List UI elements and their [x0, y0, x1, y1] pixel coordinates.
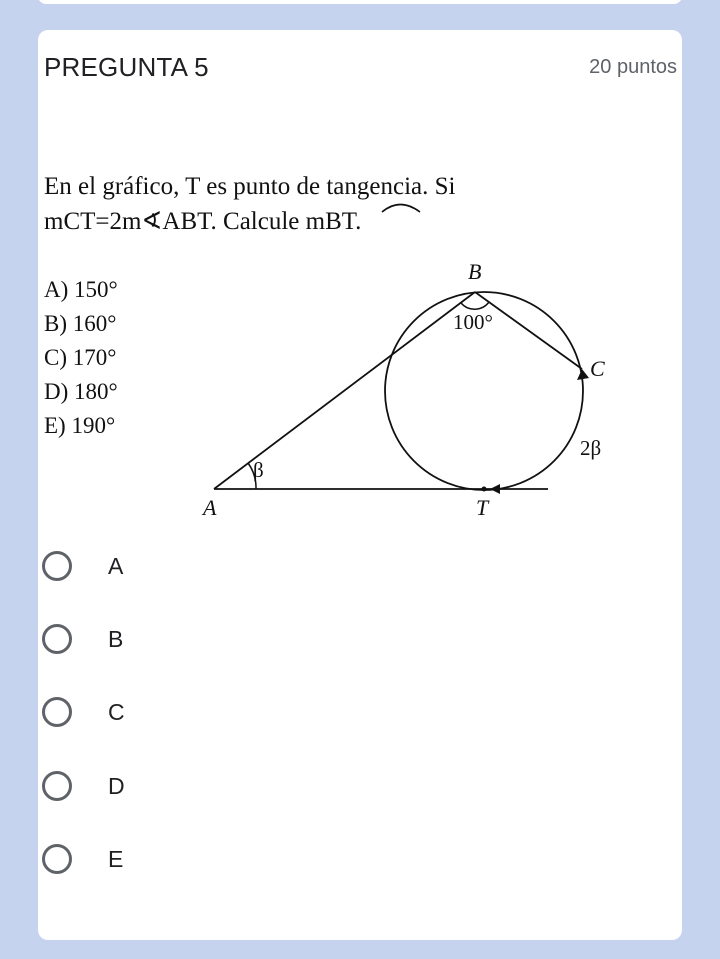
- arrow-c: [577, 369, 589, 380]
- angle-b-arc: [461, 302, 489, 309]
- choice-a: A) 150°: [44, 277, 118, 302]
- point-t: [482, 487, 487, 492]
- question-image: [44, 135, 644, 520]
- question-title: PREGUNTA 5: [44, 52, 209, 82]
- option-a[interactable]: [42, 546, 342, 586]
- option-e[interactable]: [42, 839, 342, 879]
- radio-e[interactable]: [42, 844, 72, 874]
- label-beta: β: [253, 458, 264, 482]
- label-t: T: [476, 495, 489, 515]
- label-a: A: [203, 495, 217, 515]
- choice-e: E) 190°: [44, 413, 116, 438]
- radio-c[interactable]: [42, 697, 72, 727]
- arrow-t: [490, 484, 500, 494]
- option-c-label: C: [108, 698, 125, 725]
- choice-c: C) 170°: [44, 345, 117, 370]
- option-c[interactable]: [42, 692, 342, 732]
- label-c: C: [590, 356, 605, 381]
- radio-b[interactable]: [42, 624, 72, 654]
- statement-line-1: En el gráfico, T es punto de tangencia. Si: [44, 173, 456, 200]
- question-points: 20 puntos: [589, 56, 677, 78]
- radio-a[interactable]: [42, 551, 72, 581]
- previous-card-edge: [38, 0, 682, 4]
- option-d-label: D: [108, 772, 125, 799]
- option-e-label: E: [108, 845, 124, 872]
- arc-mark: [382, 205, 420, 213]
- label-b: B: [468, 259, 482, 284]
- choice-b: B) 160°: [44, 311, 117, 336]
- option-d[interactable]: [42, 766, 342, 806]
- choice-d: D) 180°: [44, 379, 118, 404]
- label-two-beta: 2β: [580, 436, 602, 460]
- statement-line-2: mCT=2m∢ABT. Calcule mBT.: [44, 208, 362, 235]
- option-b-label: B: [108, 625, 124, 652]
- radio-d[interactable]: [42, 771, 72, 801]
- option-b[interactable]: [42, 619, 342, 659]
- label-angle-b: 100°: [453, 310, 493, 334]
- option-a-label: A: [108, 552, 124, 579]
